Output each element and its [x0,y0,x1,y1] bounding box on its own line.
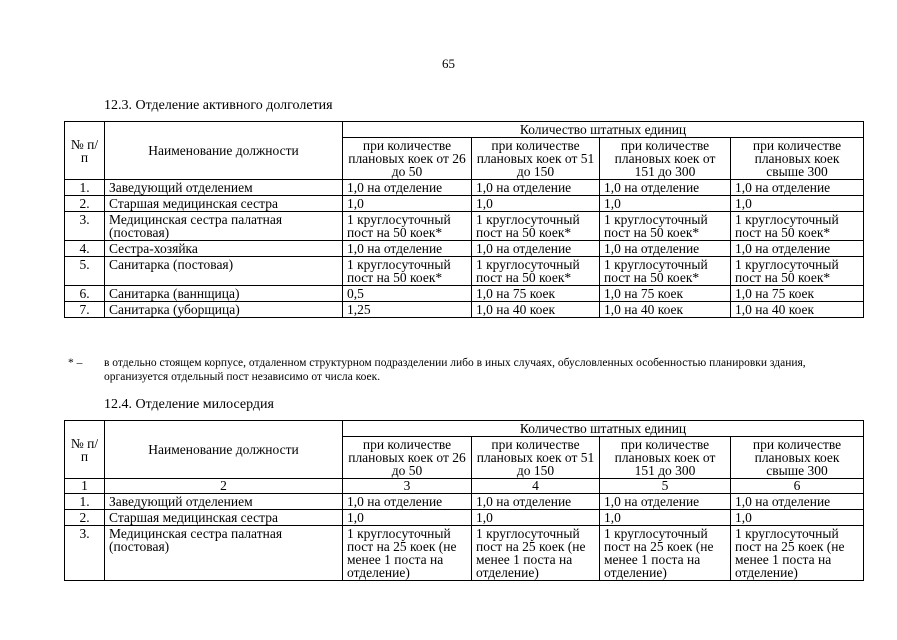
value-beds-51-150: 1,0 на отделение [472,494,600,510]
header-beds-26-50: при количестве плановых коек от 26 до 50 [343,437,472,479]
column-number: 3 [343,479,472,494]
column-number: 1 [65,479,105,494]
row-number: 2. [65,196,105,212]
value-beds-26-50: 1,0 [343,196,472,212]
header-beds-151-300: при количестве плановых коек от 151 до 300 [600,437,731,479]
row-number: 7. [65,302,105,318]
value-beds-26-50: 0,5 [343,286,472,302]
position-name: Старшая медицинская сестра [105,196,343,212]
position-name: Санитарка (уборщица) [105,302,343,318]
row-number: 6. [65,286,105,302]
value-beds-26-50: 1,0 на отделение [343,494,472,510]
position-name: Медицинская сестра палатная (постовая) [105,212,343,241]
table-header-row [65,122,864,138]
header-staff-count: Количество штатных единиц [343,122,864,138]
column-number-row [65,479,864,494]
value-beds-26-50: 1,25 [343,302,472,318]
staff-table-active-longevity [64,121,864,318]
value-beds-26-50: 1,0 на отделение [343,241,472,257]
value-beds-151-300: 1,0 на 75 коек [600,286,731,302]
value-beds-over-300: 1 круглосуточный пост на 25 коек (не менее 1 поста на отделение) [731,526,864,581]
value-beds-26-50: 1 круглосуточный пост на 25 коек (не менее 1 поста на отделение) [343,526,472,581]
row-number: 1. [65,494,105,510]
header-staff-count: Количество штатных единиц [343,421,864,437]
header-number: № п/п [65,421,105,479]
row-number: 3. [65,526,105,581]
staff-table-mercy [64,420,864,581]
value-beds-151-300: 1,0 на отделение [600,180,731,196]
header-beds-26-50: при количестве плановых коек от 26 до 50 [343,138,472,180]
value-beds-over-300: 1,0 [731,510,864,526]
table-row [65,510,864,526]
value-beds-51-150: 1 круглосуточный пост на 50 коек* [472,212,600,241]
value-beds-over-300: 1,0 на отделение [731,241,864,257]
value-beds-over-300: 1 круглосуточный пост на 50 коек* [731,257,864,286]
value-beds-over-300: 1 круглосуточный пост на 50 коек* [731,212,864,241]
position-name: Заведующий отделением [105,494,343,510]
table-row [65,196,864,212]
column-number: 2 [105,479,343,494]
header-beds-151-300: при количестве плановых коек от 151 до 300 [600,138,731,180]
value-beds-over-300: 1,0 на отделение [731,494,864,510]
table-header-row [65,421,864,437]
column-number: 5 [600,479,731,494]
value-beds-51-150: 1,0 на 75 коек [472,286,600,302]
value-beds-151-300: 1,0 на отделение [600,494,731,510]
page-number: 65 [442,56,455,71]
header-number: № п/п [65,122,105,180]
position-name: Санитарка (ваннщица) [105,286,343,302]
position-name: Старшая медицинская сестра [105,510,343,526]
row-number: 5. [65,257,105,286]
table-row [65,526,864,581]
header-beds-over-300: при количестве плановых коек свыше 300 [731,437,864,479]
table-row [65,241,864,257]
row-number: 3. [65,212,105,241]
row-number: 2. [65,510,105,526]
column-number: 6 [731,479,864,494]
position-name: Санитарка (постовая) [105,257,343,286]
value-beds-26-50: 1 круглосуточный пост на 50 коек* [343,257,472,286]
value-beds-151-300: 1 круглосуточный пост на 50 коек* [600,212,731,241]
value-beds-51-150: 1,0 на отделение [472,241,600,257]
table-row [65,302,864,318]
row-number: 4. [65,241,105,257]
value-beds-26-50: 1,0 [343,510,472,526]
value-beds-151-300: 1 круглосуточный пост на 25 коек (не менее 1 поста на отделение) [600,526,731,581]
value-beds-51-150: 1 круглосуточный пост на 25 коек (не менее 1 поста на отделение) [472,526,600,581]
column-number: 4 [472,479,600,494]
section-title-mercy: 12.4. Отделение милосердия [104,397,274,412]
value-beds-151-300: 1,0 на отделение [600,241,731,257]
footnote-mark: * – [68,357,83,369]
value-beds-26-50: 1 круглосуточный пост на 50 коек* [343,212,472,241]
value-beds-151-300: 1 круглосуточный пост на 50 коек* [600,257,731,286]
value-beds-26-50: 1,0 на отделение [343,180,472,196]
value-beds-51-150: 1,0 [472,510,600,526]
header-beds-51-150: при количестве плановых коек от 51 до 150 [472,437,600,479]
value-beds-51-150: 1,0 на 40 коек [472,302,600,318]
value-beds-51-150: 1,0 на отделение [472,180,600,196]
table-row [65,212,864,241]
value-beds-over-300: 1,0 [731,196,864,212]
position-name: Медицинская сестра палатная (постовая) [105,526,343,581]
table-row [65,286,864,302]
value-beds-151-300: 1,0 на 40 коек [600,302,731,318]
table-row [65,180,864,196]
header-beds-over-300: при количестве плановых коек свыше 300 [731,138,864,180]
value-beds-over-300: 1,0 на отделение [731,180,864,196]
header-position-name: Наименование должности [105,421,343,479]
value-beds-51-150: 1 круглосуточный пост на 50 коек* [472,257,600,286]
row-number: 1. [65,180,105,196]
value-beds-51-150: 1,0 [472,196,600,212]
value-beds-151-300: 1,0 [600,510,731,526]
value-beds-over-300: 1,0 на 40 коек [731,302,864,318]
footnote-text: в отдельно стоящем корпусе, отдаленном структурном подразделении либо в иных случаях, обусловленных особенностью планировки здания, организуется отдельный пост независимо от числа коек. [104,357,806,383]
header-position-name: Наименование должности [105,122,343,180]
position-name: Заведующий отделением [105,180,343,196]
value-beds-over-300: 1,0 на 75 коек [731,286,864,302]
section-title-active-longevity: 12.3. Отделение активного долголетия [104,98,333,113]
header-beds-51-150: при количестве плановых коек от 51 до 150 [472,138,600,180]
table-row [65,257,864,286]
value-beds-151-300: 1,0 [600,196,731,212]
position-name: Сестра-хозяйка [105,241,343,257]
table-row [65,494,864,510]
